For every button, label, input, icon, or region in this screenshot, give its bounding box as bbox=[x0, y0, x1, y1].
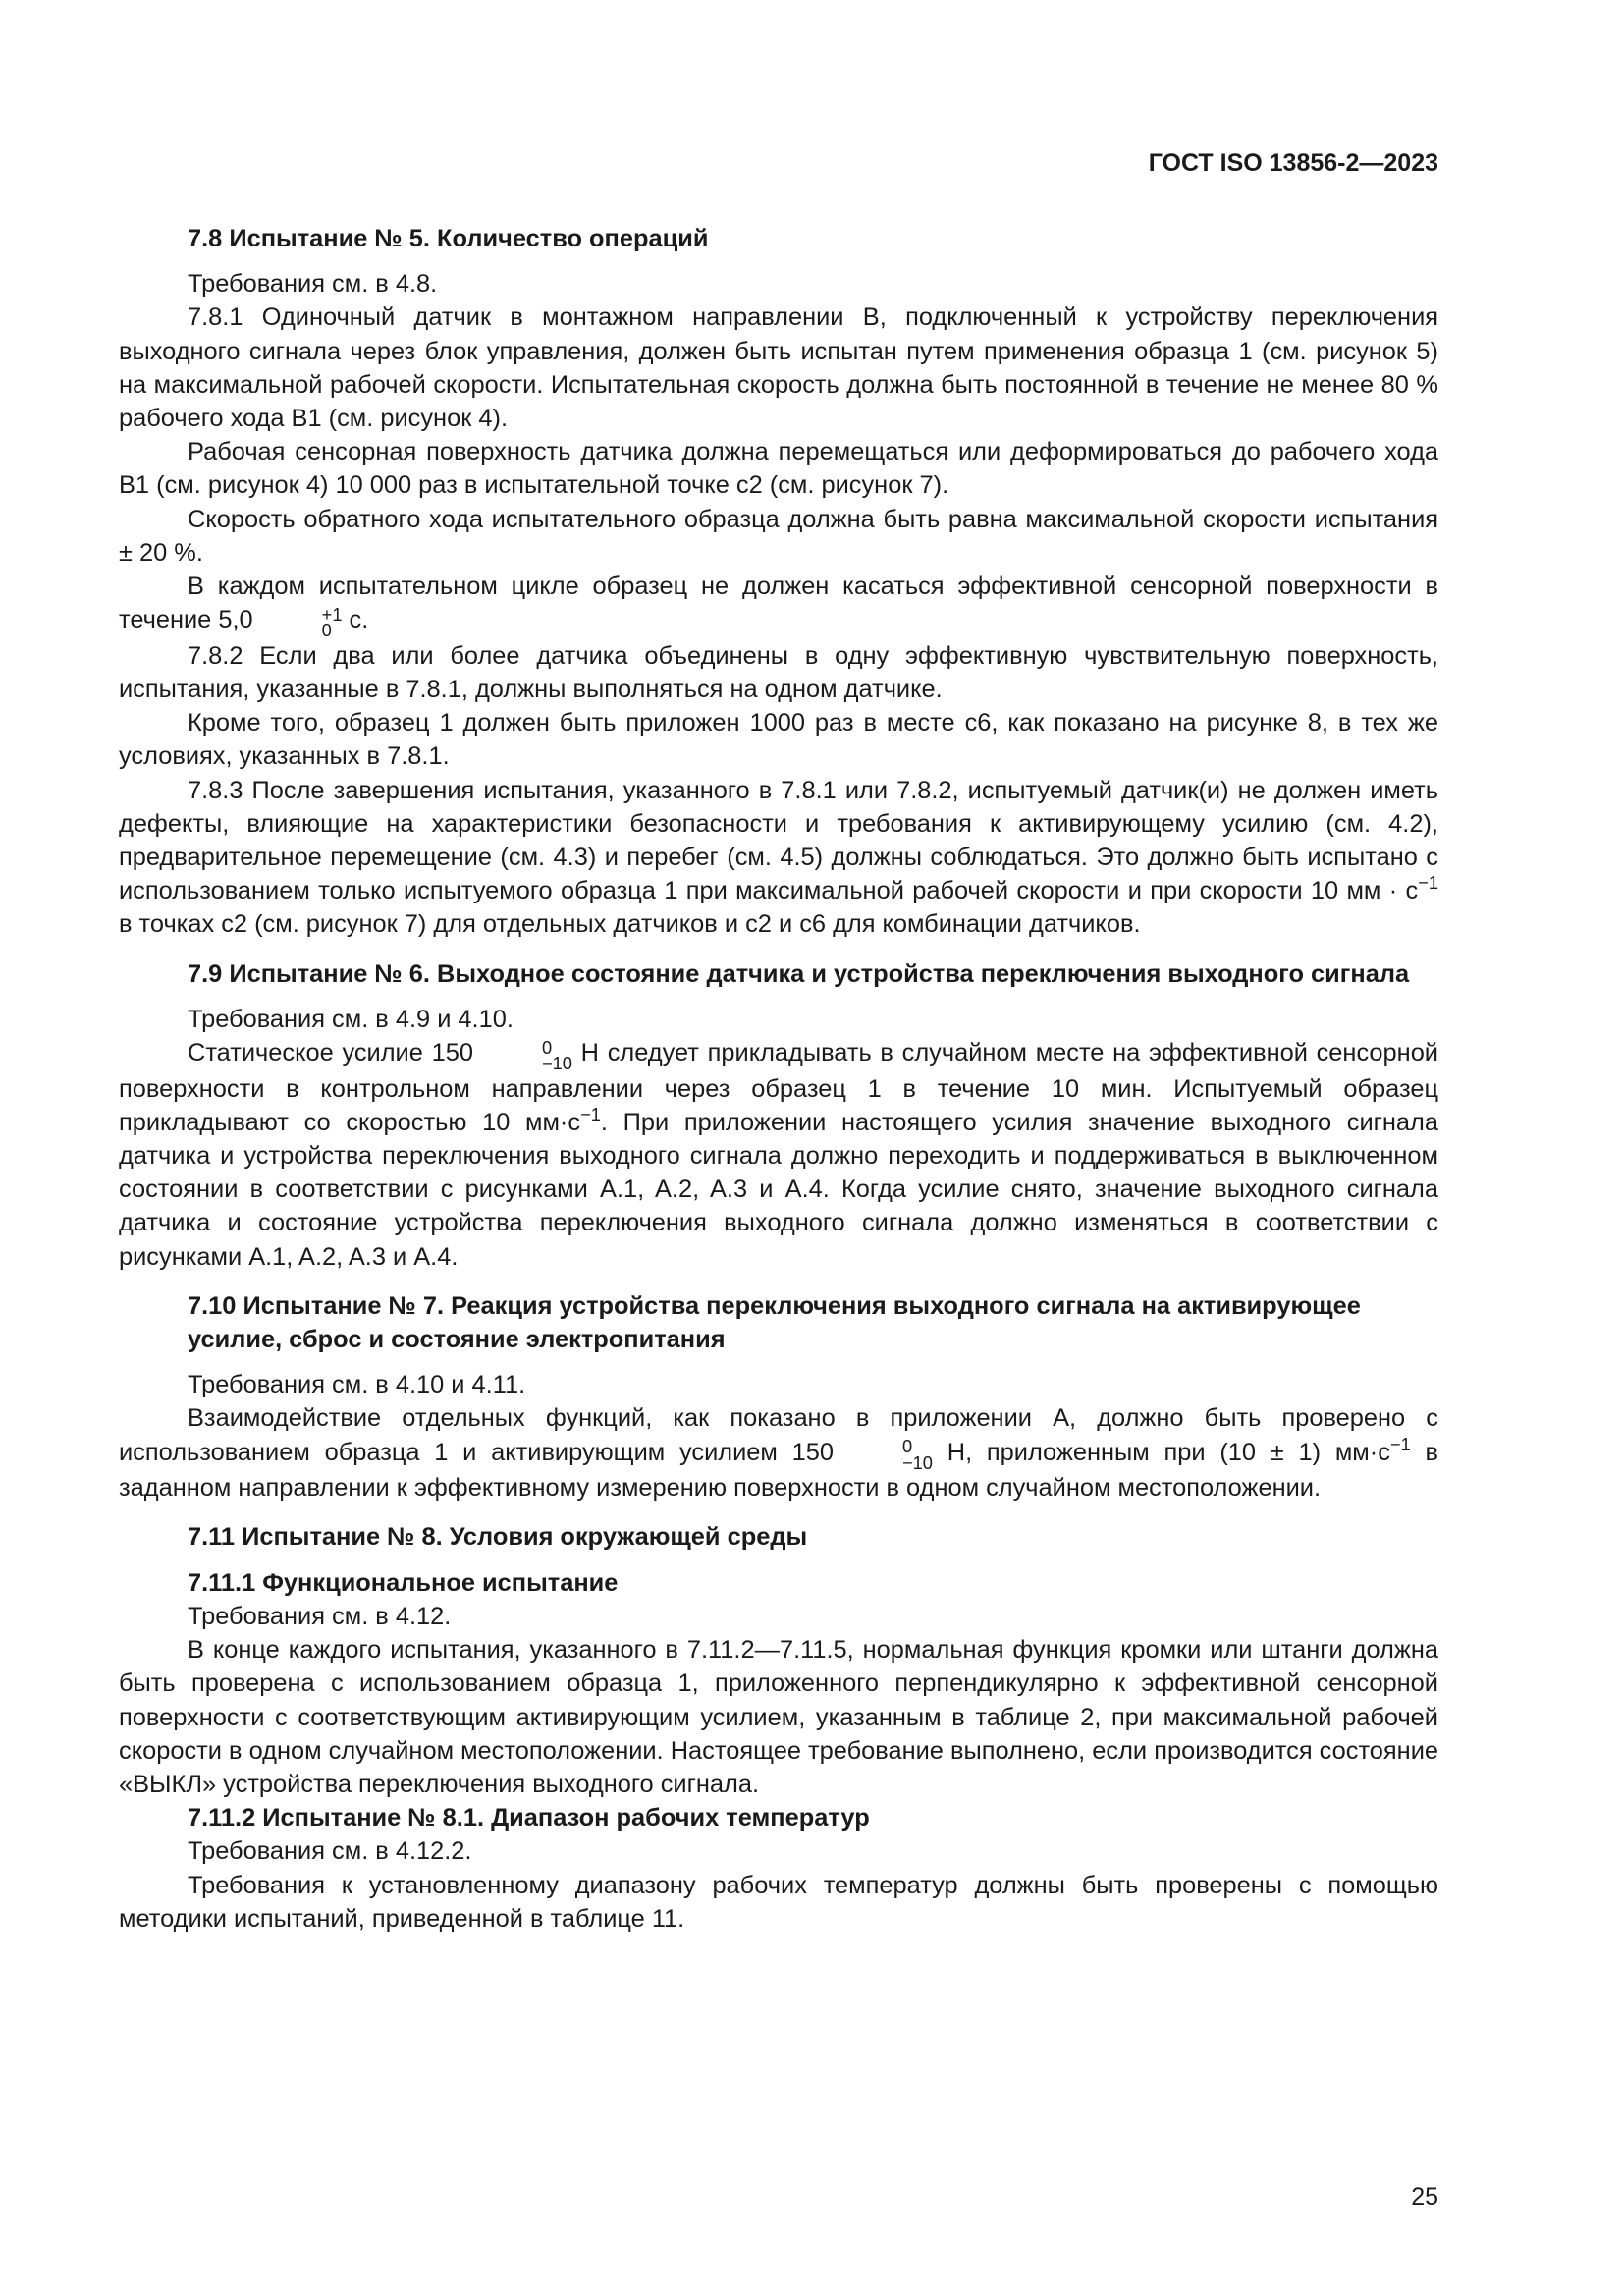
tolerance-lower: −10 bbox=[901, 1451, 933, 1473]
paragraph: Требования см. в 4.12. bbox=[188, 1602, 452, 1630]
paragraph: 7.8.1 Одиночный датчик в монтажном направлении B, подключенный к устройству переключения выходного сигнала через блок управления, должен быть испытан путем применения образца 1 (см. рисунок 5) на максимальной рабочей скорости. Испытательная скорость должна быть постоянной в течение не менее 80 % рабочего хода B1 (см. рисунок 4). bbox=[119, 303, 1438, 433]
paragraph: Кроме того, образец 1 должен быть приложен 1000 раз в месте c6, как показано на рисунке 8, в тех же условиях, указанных в 7.8.1. bbox=[119, 709, 1438, 771]
paragraph bbox=[119, 1401, 1438, 1504]
paragraph: Требования см. в 4.9 и 4.10. bbox=[188, 1005, 514, 1033]
tolerance-upper: 0 bbox=[541, 1036, 553, 1058]
text-run: Н следует прикладывать в случайном месте на эффективной сенсорной поверхности в контрольном направлении через образец 1 в течение 10 мин. Испытуемый образец прикладывают со скоростью 10 мм·с bbox=[119, 1039, 1438, 1136]
paragraph: Требования см. в 4.10 и 4.11. bbox=[188, 1371, 526, 1399]
paragraph: В конце каждого испытания, указанного в 7.11.2—7.11.5, нормальная функция кромки или штанги должна быть проверена с использованием образца 1, приложенного перпендикулярно к эффективной сенсорной поверхности с соответствующим активирующим усилием, указанным в таблице 2, при максимальной рабочей скорости в одном случайном местоположении. Настоящее требование выполнено, если производится состояние «ВЫКЛ» устройства переключения выходного сигнала. bbox=[119, 1636, 1438, 1798]
paragraph: Рабочая сенсорная поверхность датчика должна перемещаться или деформироваться до рабочего хода B1 (см. рисунок 4) 10 000 раз в испытательной точке c2 (см. рисунок 7). bbox=[119, 438, 1438, 500]
document-number: ГОСТ ISO 13856-2—2023 bbox=[1148, 149, 1438, 177]
paragraph bbox=[119, 1036, 1438, 1274]
paragraph: Требования см. в 4.12.2. bbox=[188, 1837, 472, 1866]
section-heading-7-8: 7.8 Испытание № 5. Количество операций bbox=[188, 225, 709, 252]
text-run: 7.8.3 После завершения испытания, указанного в 7.8.1 или 7.8.2, испытуемый датчик(и) не должен иметь дефекты, влияющие на характеристики безопасности и требования к активирующему усилию (см. 4.2), предварительное перемещение (см. 4.3) и перебег (см. 4.5) должны соблюдаться. Это должно быть испытано с использованием только испытуемого образца 1 при максимальной рабочей скорости и при скорости 10 мм · с bbox=[119, 776, 1438, 905]
text-run: Статическое усилие 150 bbox=[188, 1039, 473, 1067]
text-run: В каждом испытательном цикле образец не должен касаться эффективной сенсорной поверхности в течение 5,0 bbox=[119, 573, 1438, 634]
page-number: 25 bbox=[1411, 2183, 1438, 2211]
superscript: −1 bbox=[580, 1103, 601, 1124]
text-run: Н, приложенным при (10 ± 1) мм·с bbox=[932, 1438, 1390, 1466]
text-run: в заданном направлении к эффективному измерению поверхности в одном случайном местоположении. bbox=[119, 1438, 1438, 1503]
text-run: с. bbox=[342, 606, 369, 634]
subsection-heading-7-11-2: 7.11.2 Испытание № 8.1. Диапазон рабочих температур bbox=[188, 1804, 870, 1832]
section-heading-7-9: 7.9 Испытание № 6. Выходное состояние датчика и устройства переключения выходного сигнала bbox=[188, 959, 1410, 988]
text-run: в точках c2 (см. рисунок 7) для отдельных датчиков и c2 и c6 для комбинации датчиков. bbox=[119, 910, 1141, 939]
paragraph: Требования см. в 4.8. bbox=[188, 270, 438, 299]
tolerance-lower: 0 bbox=[321, 620, 332, 641]
subsection-heading-7-11-1: 7.11.1 Функциональное испытание bbox=[188, 1568, 619, 1597]
section-heading-7-11: 7.11 Испытание № 8. Условия окружающей среды bbox=[188, 1523, 808, 1552]
text-run: Взаимодействие отдельных функций, как показано в приложении A, должно быть проверено с использованием образца 1 и активирующим усилием 150 bbox=[119, 1404, 1438, 1466]
tolerance-lower: −10 bbox=[541, 1053, 572, 1074]
tolerance-notation bbox=[473, 1036, 572, 1074]
section-heading-7-10: 7.10 Испытание № 7. Реакция устройства переключения выходного сигнала на активирующее усилие, сброс и состояние электропитания bbox=[188, 1291, 1361, 1354]
paragraph: Требования к установленному диапазону рабочих температур должны быть проверены с помощью методики испытаний, приведенной в таблице 11. bbox=[119, 1871, 1438, 1933]
tolerance-upper: 0 bbox=[901, 1436, 913, 1457]
tolerance-upper: +1 bbox=[321, 603, 343, 625]
superscript: −1 bbox=[1418, 872, 1438, 894]
tolerance-notation bbox=[253, 603, 343, 641]
paragraph bbox=[119, 774, 1438, 942]
paragraph: Скорость обратного хода испытательного образца должна быть равна максимальной скорости испытания ± 20 %. bbox=[119, 505, 1438, 567]
text-run: . При приложении настоящего усилия значение выходного сигнала датчика и устройства переключения выходного сигнала должно переходить и поддерживаться в выключенном состоянии в соответствии с рисунками A.1, A.2, A.3 и A.4. Когда усилие снято, значение выходного сигнала датчика и состояние устройства переключения выходного сигнала должно изменяться в соответствии с рисунками A.1, A.2, A.3 и A.4. bbox=[119, 1108, 1438, 1271]
page-body bbox=[119, 222, 1438, 1936]
tolerance-notation bbox=[834, 1436, 933, 1473]
paragraph bbox=[119, 570, 1438, 639]
superscript: −1 bbox=[1389, 1433, 1411, 1454]
paragraph: 7.8.2 Если два или более датчика объединены в одну эффективную чувствительную поверхность, испытания, указанные в 7.8.1, должны выполняться на одном датчике. bbox=[119, 641, 1438, 704]
